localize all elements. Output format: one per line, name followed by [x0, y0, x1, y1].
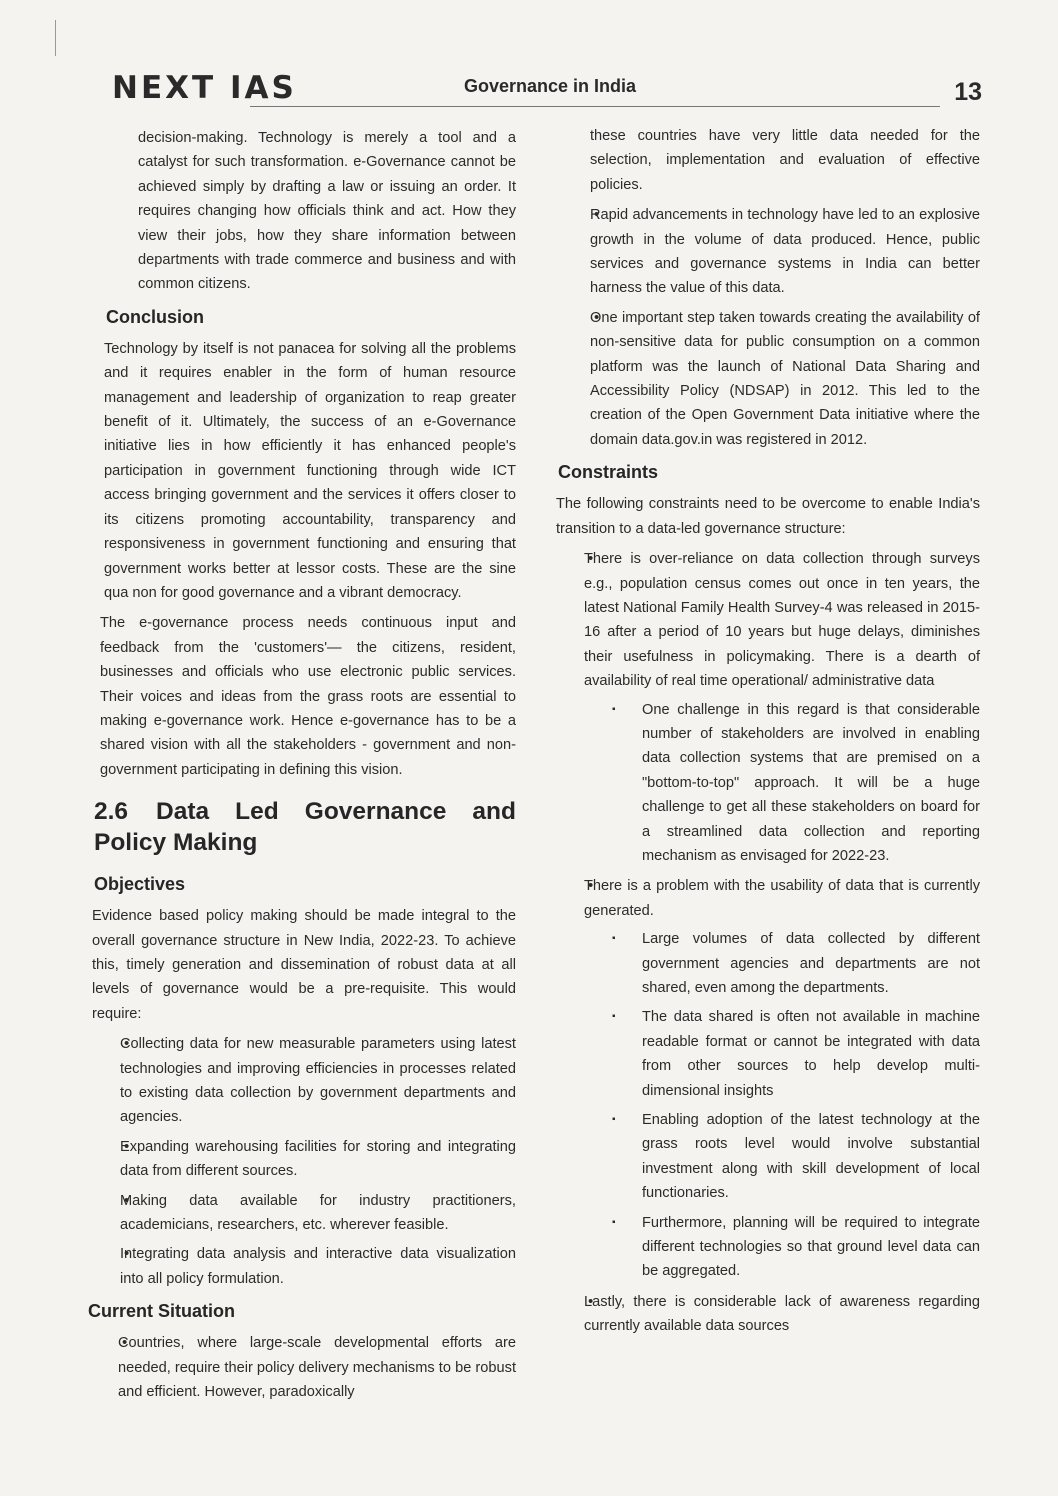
- brand-logo: NEXT IAS: [112, 70, 297, 106]
- current-situation-heading: Current Situation: [88, 1301, 235, 1322]
- list-item: • Rapid advancements in technology have led to an explosive growth in the volume of data produced. Hence, public services and governance systems in India can better harness the value of this data.: [590, 203, 980, 301]
- conclusion-heading: Conclusion: [106, 306, 204, 327]
- list-item: • Integrating data analysis and interactive data visualization into all policy formulation.: [120, 1242, 516, 1291]
- constraint-text: There is a problem with the usability of data that is currently generated.: [584, 878, 980, 919]
- list-item: • Making data available for industry practitioners, academicians, researchers, etc. wherever feasible.: [120, 1189, 516, 1238]
- list-item: [584, 874, 980, 1284]
- page-header: [112, 68, 982, 110]
- objectives-heading: Objectives: [94, 874, 186, 895]
- intro-paragraph: decision-making. Technology is merely a tool and a catalyst for such transformation. e-Governance cannot be achieved simply by drafting a law or issuing an order. It requires changing how officials think and act. How they view their jobs, how they share information between departments with trade commerce and business and with common citizens.: [138, 130, 516, 293]
- page-number: 13: [954, 78, 982, 106]
- sub-list-item: ▪ One challenge in this regard is that considerable number of stakeholders are involved in enabling data collection systems that are premised on a "bottom-to-top" approach. It will be a huge challenge to get all these stakeholders on board for a streamlined data collection and reporting mechanism as envisaged for 2022-23.: [642, 698, 980, 869]
- objectives-list: [88, 1032, 516, 1291]
- right-column: [550, 126, 980, 1345]
- current-situation-list-cont: [550, 203, 980, 452]
- sub-list-item: ▪ The data shared is often not available in machine readable format or cannot be integrated with data from other sources to help develop multi-dimensional insights: [642, 1005, 980, 1103]
- constraints-list: [550, 547, 980, 1339]
- constraint-text: There is over-reliance on data collection through surveys e.g., population census comes out once in ten years, the latest National Family Health Survey-4 was released in 2015-16 after a period of 10 years but huge delays, diminishes their usefulness in policymaking. There is a dearth of availability of real time operational/ administrative data: [584, 551, 980, 690]
- running-title: Governance in India: [464, 76, 637, 96]
- sub-list: [584, 698, 980, 869]
- list-item: • Expanding warehousing facilities for storing and integrating data from different sources.: [120, 1135, 516, 1184]
- constraints-heading: Constraints: [558, 462, 659, 483]
- conclusion-paragraph-1: Technology by itself is not panacea for solving all the problems and it requires enabler in the form of human resource management and leadership of organization to reap greater benefit of it. Ultimately, the success of an e-Governance initiative lies in how efficiently it has enhanced people's participation in government functioning through wide ICT access bringing government and the services it offers closer to its citizens promoting accountability, transparency and responsiveness in government functioning and ensuring that government works better at lessor costs. These are the sine qua non for good governance and a vibrant democracy.: [104, 340, 516, 601]
- list-item: • Collecting data for new measurable parameters using latest technologies and improving efficiencies in processes related to existing data collection by government departments and agencies.: [120, 1032, 516, 1130]
- sub-list-item: ▪ Furthermore, planning will be required to integrate different technologies so that ground level data can be aggregated.: [642, 1211, 980, 1284]
- left-column: [88, 126, 516, 1410]
- list-item: [584, 547, 980, 868]
- list-item: • One important step taken towards creating the availability of non-sensitive data for public consumption on a common platform was the launch of National Data Sharing and Accessibility Policy (NDSAP) in 2012. This led to the creation of the Open Government Data initiative where the domain data.gov.in was registered in 2012.: [590, 306, 980, 452]
- sub-list-item: ▪ Large volumes of data collected by different government agencies and departments are not shared, even among the departments.: [642, 927, 980, 1000]
- sub-list: [584, 927, 980, 1284]
- constraints-intro: The following constraints need to be overcome to enable India's transition to a data-led governance structure:: [556, 496, 980, 537]
- list-item: • Countries, where large-scale developmental efforts are needed, require their policy delivery mechanisms to be robust and efficient. However, paradoxically: [118, 1331, 516, 1404]
- list-item: • Lastly, there is considerable lack of awareness regarding currently available data sources: [584, 1290, 980, 1339]
- objectives-paragraph: Evidence based policy making should be made integral to the overall governance structure in New India, 2022-23. To achieve this, timely generation and dissemination of robust data at all levels of governance would be a pre-requisite. This would require:: [92, 908, 516, 1022]
- header-rule: [250, 106, 940, 107]
- section-title: Data Led Governance and Policy Making: [94, 798, 516, 857]
- current-situation-list: [88, 1331, 516, 1404]
- margin-mark: [55, 20, 56, 56]
- sub-list-item: ▪ Enabling adoption of the latest technology at the grass roots level would involve substantial investment along with skill development of local functionaries.: [642, 1108, 980, 1206]
- list-item-continuation: these countries have very little data needed for the selection, implementation and evaluation of effective policies.: [590, 128, 980, 193]
- conclusion-paragraph-2: The e-governance process needs continuous input and feedback from the 'customers'— the citizens, resident, businesses and officials who use electronic public services. Their voices and ideas from the grass roots are essential to making e-governance work. Hence e-governance has to be a shared vision with all the stakeholders - government and non-government participating in defining this vision.: [100, 615, 516, 778]
- section-heading: [88, 796, 516, 858]
- section-number: 2.6: [94, 798, 129, 826]
